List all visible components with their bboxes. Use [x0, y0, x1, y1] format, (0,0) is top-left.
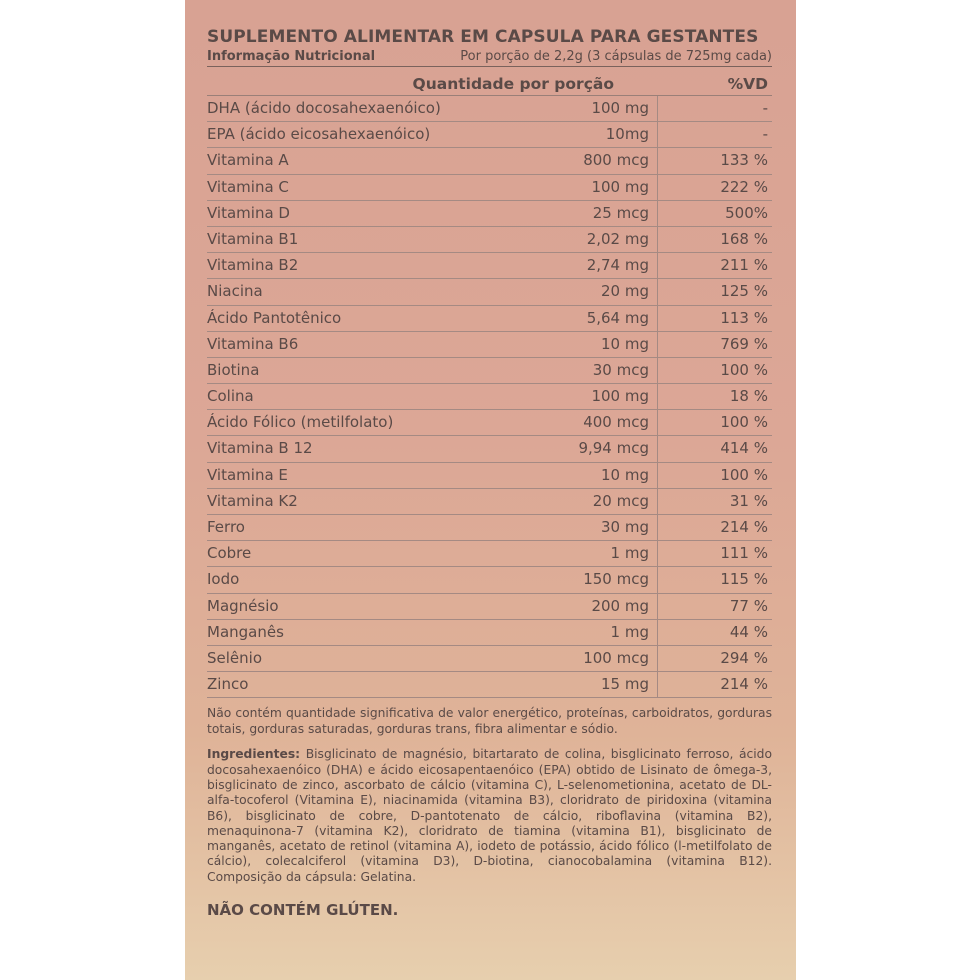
nutrient-quantity: 10 mg: [469, 332, 658, 357]
nutrient-quantity: 2,74 mg: [469, 253, 658, 278]
nutrient-vd: 211 %: [720, 256, 768, 275]
table-row: [207, 358, 772, 384]
nutrition-info-heading: Informação Nutricional: [207, 49, 376, 64]
nutrient-vd: 100 %: [720, 360, 768, 379]
nutrient-quantity: 9,94 mcg: [469, 436, 658, 461]
nutrient-name: DHA (ácido docosahexaenóico): [207, 99, 441, 117]
nutrient-vd: 214 %: [720, 675, 768, 694]
nutrient-name: Ácido Fólico (metilfolato): [207, 413, 394, 432]
nutrient-quantity: 100 mg: [469, 175, 658, 200]
nutrient-name: Selênio: [207, 648, 262, 667]
nutrient-quantity: 400 mcg: [469, 410, 658, 435]
nutrient-name: Cobre: [207, 544, 252, 563]
nutrient-name: Vitamina K2: [207, 491, 298, 510]
table-row: [207, 541, 772, 567]
nutrient-vd: 294 %: [720, 648, 768, 667]
nutrient-quantity: 800 mcg: [469, 148, 658, 173]
nutrient-vd: 125 %: [720, 282, 768, 301]
table-row: [207, 332, 772, 358]
label-title: SUPLEMENTO ALIMENTAR EM CAPSULA PARA GESTANTES: [207, 27, 759, 47]
nutrient-name: Biotina: [207, 360, 260, 379]
table-row: [207, 96, 772, 122]
nutrient-quantity: 1 mg: [469, 541, 658, 566]
nutrient-vd: 222 %: [720, 177, 768, 196]
nutrient-vd: 31 %: [729, 491, 768, 510]
table-row: [207, 175, 772, 201]
ingredients-section: [207, 747, 772, 885]
nutrient-vd: 500%: [725, 203, 768, 222]
nutrient-quantity: 100 mg: [469, 96, 658, 121]
nutrient-quantity: 25 mcg: [469, 201, 658, 226]
nutrient-name: Vitamina D: [207, 203, 290, 222]
nutrient-quantity: 20 mg: [469, 279, 658, 304]
nutrient-vd: 18 %: [729, 387, 768, 406]
nutrient-table: [207, 96, 772, 698]
nutrient-name: Vitamina B2: [207, 256, 299, 275]
nutrient-vd: 214 %: [720, 518, 768, 536]
table-row: [207, 148, 772, 174]
nutrient-name: Vitamina B1: [207, 229, 299, 248]
table-row: [207, 201, 772, 227]
table-row: [207, 489, 772, 515]
nutrient-name: Vitamina A: [207, 151, 289, 170]
table-row: [207, 594, 772, 620]
nutrient-name: Niacina: [207, 282, 263, 301]
nutrient-name: Vitamina B 12: [207, 439, 313, 458]
nutrient-vd: -: [762, 99, 768, 117]
nutrient-vd: 414 %: [720, 439, 768, 458]
nutrient-vd: 133 %: [720, 151, 768, 170]
nutrient-name: Ferro: [207, 518, 245, 536]
nutrient-quantity: 5,64 mg: [469, 306, 658, 331]
nutrient-vd: 100 %: [720, 465, 768, 484]
nutrient-quantity: 200 mg: [469, 594, 658, 619]
nutrient-quantity: 30 mg: [469, 515, 658, 540]
table-row: [207, 515, 772, 541]
table-row: [207, 306, 772, 332]
vd-column-header: %VD: [727, 75, 768, 93]
table-row: [207, 463, 772, 489]
nutrient-name: Vitamina B6: [207, 334, 299, 353]
nutrient-quantity: 2,02 mg: [469, 227, 658, 252]
nutrient-name: Vitamina C: [207, 177, 289, 196]
serving-size: Por porção de 2,2g (3 cápsulas de 725mg cada): [460, 49, 772, 64]
nutrient-vd: 115 %: [720, 570, 768, 589]
table-row: [207, 646, 772, 672]
table-row: [207, 227, 772, 253]
nutrient-quantity: 1 mg: [469, 620, 658, 645]
table-row: [207, 253, 772, 279]
nutrient-quantity: 100 mcg: [469, 646, 658, 671]
table-header: [207, 67, 772, 96]
nutrient-name: EPA (ácido eicosahexaenóico): [207, 125, 431, 144]
nutrient-vd: 77 %: [729, 596, 768, 615]
table-row: [207, 384, 772, 410]
nutrient-vd: 111 %: [720, 544, 768, 563]
nutrient-quantity: 150 mcg: [469, 567, 658, 592]
nutrient-quantity: 30 mcg: [469, 358, 658, 383]
nutrient-name: Magnésio: [207, 596, 279, 615]
nutrient-name: Ácido Pantotênico: [207, 308, 342, 327]
table-row: [207, 620, 772, 646]
nutrient-quantity: 15 mg: [469, 672, 658, 697]
quantity-column-header: Quantidade por porção: [412, 75, 614, 93]
nutrient-name: Iodo: [207, 570, 240, 589]
nutrient-name: Vitamina E: [207, 465, 288, 484]
table-row: [207, 567, 772, 593]
nutrient-vd: 168 %: [720, 229, 768, 248]
disclaimer-note: Não contém quantidade significativa de valor energético, proteínas, carboidratos, gorduras totais, gorduras saturadas, gorduras trans, fibra alimentar e sódio.: [207, 706, 772, 736]
table-row: [207, 672, 772, 698]
nutrient-quantity: 10 mg: [469, 463, 658, 488]
table-row: [207, 122, 772, 148]
nutrition-label-panel: [185, 0, 796, 980]
nutrient-vd: 44 %: [729, 622, 768, 641]
gluten-warning: NÃO CONTÉM GLÚTEN.: [207, 900, 399, 919]
nutrient-vd: 100 %: [720, 413, 768, 432]
ingredients-text: Bisglicinato de magnésio, bitartarato de colina, bisglicinato ferroso, ácido docosahexaenóico (DHA) e ácido eicosapentaenóico (EPA) obtido de Lisinato de ômega-3, bisglicinato de zinco, ascorbato de cálcio (vitamina C), L-selenometionina, acetato de DL-alfa-tocoferol (Vitamina E), niacinamida (vitamina B3), cloridrato de piridoxina (vitamina B6), bisglicinato de cobre, D-pantotenato de cálcio, riboflavina (vitamina B2), menaquinona-7 (vitamina K2), cloridrato de tiamina (vitamina B1), bisglicinato de manganês, acetato de retinol (vitamina A), iodeto de potássio, ácido fólico (l-metilfolato de cálcio), colecalciferol (vitamina D3), D-biotina, cianocobalamina (vitamina B12). Composição da cápsula: Gelatina.: [207, 747, 772, 884]
nutrient-name: Colina: [207, 387, 254, 406]
serving-info: [207, 48, 772, 67]
nutrient-name: Zinco: [207, 675, 249, 694]
table-row: [207, 410, 772, 436]
nutrient-quantity: 20 mcg: [469, 489, 658, 514]
nutrient-vd: -: [762, 125, 768, 144]
nutrient-vd: 113 %: [720, 308, 768, 327]
nutrient-quantity: 100 mg: [469, 384, 658, 409]
nutrient-vd: 769 %: [720, 334, 768, 353]
ingredients-label: Ingredientes:: [207, 747, 301, 762]
table-row: [207, 279, 772, 305]
nutrient-name: Manganês: [207, 622, 284, 641]
table-row: [207, 436, 772, 462]
nutrient-quantity: 10mg: [469, 122, 658, 147]
